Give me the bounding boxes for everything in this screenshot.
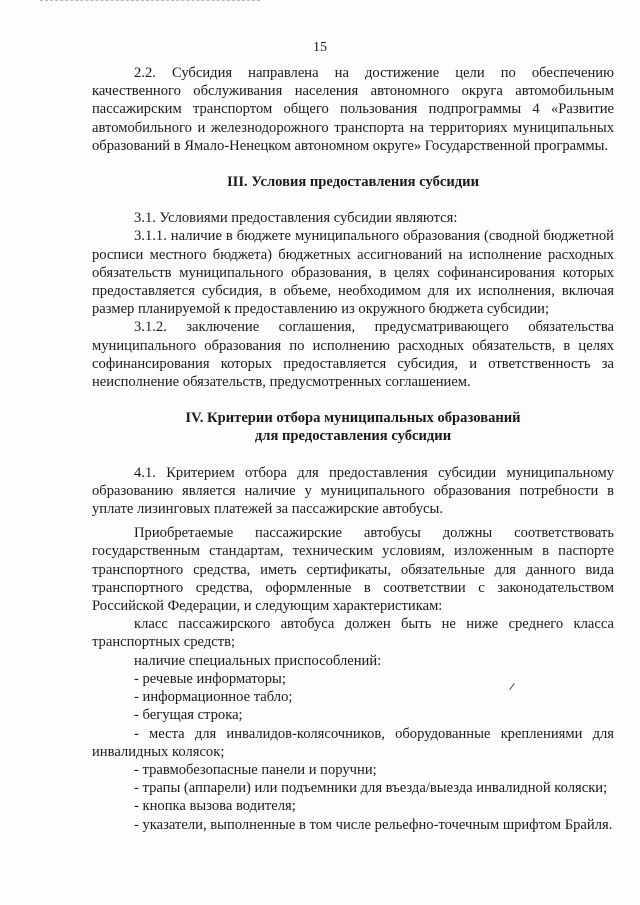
list-item: - кнопка вызова водителя; xyxy=(134,798,296,815)
paragraph-devices: наличие специальных приспособлений: xyxy=(134,652,382,669)
paragraph-class: класс пассажирского автобуса должен быть не ниже среднего класса транспортных средств; xyxy=(92,616,614,651)
paragraph-buses: Приобретаемые пассажирские автобусы должны соответствовать государственным стандартам, техническим условиям, изложенным в паспорте транспортного средства, иметь сертификаты, обязательные для данного вида транспортного средства, оформленные в соответствии с законодательством Российской Федерации, и следующим характеристикам: xyxy=(92,525,614,615)
list-item: - трапы (аппарели) или подъемники для въезда/выезда инвалидной коляски; xyxy=(134,780,608,797)
list-item: - речевые информаторы; xyxy=(134,670,286,687)
list-item: - травмобезопасные панели и поручни; xyxy=(134,761,377,778)
list-item: - указатели, выполненные в том числе рельефно-точечным шрифтом Брайля. xyxy=(134,816,613,833)
list-item: - места для инвалидов-колясочников, оборудованные креплениями для инвалидных колясок; xyxy=(92,725,614,760)
list-item: - информационное табло; xyxy=(134,689,293,706)
section-4-heading-line2: для предоставления субсидии xyxy=(254,428,452,445)
paragraph-3-1: 3.1. Условиями предоставления субсидии являются: xyxy=(134,210,458,227)
paragraph-2-2: 2.2. Субсидия направлена на достижение цели по обеспечению качественного обслуживания населения автономного округа автомобильным пассажирским транспортом общего пользования подпрограммы 4 «Развитие автомобильного и железнодорожного транспорта на территориях муниципальных образований в Ямало-Ненецком автономном округе» Государственной программы. xyxy=(92,65,614,154)
paragraph-3-1-1: 3.1.1. наличие в бюджете муниципального образования (сводной бюджетной росписи местного бюджета) бюджетных ассигнований на исполнение расходных обязательств муниципального образования, в целях софинансирования которых предоставляется субсидия, в объеме, необходимом для их исполнения, включая размер планируемой к предоставлению из окружного бюджета субсидии; xyxy=(92,228,614,318)
list-item: - бегущая строка; xyxy=(134,707,243,724)
scan-edge-artifact xyxy=(40,0,260,4)
paragraph-3-1-2: 3.1.2. заключение соглашения, предусматривающего обязательства муниципального образования по исполнению расходных обязательств, в целях софинансирования которых предоставляется субсидия, и ответственность за неисполнение обязательств, предусмотренных соглашением. xyxy=(92,319,614,391)
paragraph-4-1: 4.1. Критерием отбора для предоставления субсидии муниципальному образованию является наличие у муниципального образования потребности в уплате лизинговых платежей за пассажирские автобусы. xyxy=(92,464,614,518)
section-4-heading-line1: IV. Критерии отбора муниципальных образований xyxy=(185,410,521,427)
page-number: 15 xyxy=(313,40,327,55)
section-3-heading: III. Условия предоставления субсидии xyxy=(227,174,479,191)
document-body xyxy=(92,64,614,834)
